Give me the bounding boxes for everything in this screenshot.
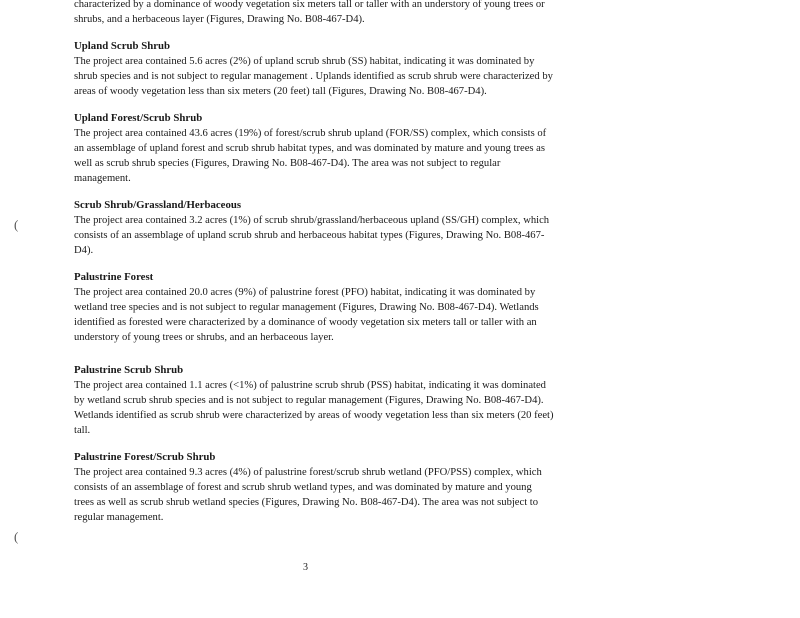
section-heading: Palustrine Forest/Scrub Shrub xyxy=(74,451,216,463)
section-heading: Palustrine Scrub Shrub xyxy=(74,364,184,376)
text-column xyxy=(74,0,554,525)
section-palustrine-forest-scrub-shrub xyxy=(74,450,554,525)
intro-paragraph: characterized by a dominance of woody vegetation six meters tall or taller with an understory of young trees or shrubs, and a herbaceous layer (Figures, Drawing No. B08-467-D4). xyxy=(74,0,545,25)
section-upland-forest-scrub-shrub xyxy=(74,111,554,186)
section-heading: Palustrine Forest xyxy=(74,271,154,283)
section-upland-scrub-shrub xyxy=(74,39,554,99)
section-body: The project area contained 9.3 acres (4%) of palustrine forest/scrub shrub wetland (PFO/PSS) complex, which consists of an assemblage of forest and scrub shrub wetland types, and was dominated by mature and young trees as well as scrub shrub wetland species (Figures, Drawing No. B08-467-D4). The area was not subject to regular management. xyxy=(74,467,542,523)
punch-hole-mark: ( xyxy=(14,529,19,544)
punch-hole-mark: ( xyxy=(14,217,19,232)
section-heading: Upland Scrub Shrub xyxy=(74,40,171,52)
section-body: The project area contained 20.0 acres (9%) of palustrine forest (PFO) habitat, indicating it was dominated by wetland tree species and is not subject to regular management (Figures, Drawing No. B08-467-D4). Wetlands identified as forested were characterized by a dominance of woody vegetation six meters tall or taller with an understory of young trees or shrubs, and an herbaceous layer. xyxy=(74,287,539,343)
section-heading: Scrub Shrub/Grassland/Herbaceous xyxy=(74,199,242,211)
section-palustrine-scrub-shrub xyxy=(74,363,554,438)
section-body: The project area contained 1.1 acres (<1%) of palustrine scrub shrub (PSS) habitat, indicating it was dominated by wetland scrub shrub species and is not subject to regular management (Figures, Drawing No. B08-467-D4). Wetlands identified as scrub shrub were characterized by areas of woody vegetation less than six meters (20 feet) tall. xyxy=(74,380,554,436)
section-body: The project area contained 43.6 acres (19%) of forest/scrub shrub upland (FOR/SS) complex, which consists of an assemblage of upland forest and scrub shrub habitat types, and was dominated by mature and young trees as well as scrub shrub species (Figures, Drawing No. B08-467-D4). The area was not subject to regular management. xyxy=(74,128,547,184)
section-body: The project area contained 5.6 acres (2%) of upland scrub shrub (SS) habitat, indicating it was dominated by shrub species and is not subject to regular management . Uplands identified as scrub shrub were characterized by areas of woody vegetation less than six meters (20 feet) tall (Figures, Drawing No. B08-467-D4). xyxy=(74,56,553,97)
page-number: 3 xyxy=(303,562,308,573)
section-heading: Upland Forest/Scrub Shrub xyxy=(74,112,203,124)
section-body: The project area contained 3.2 acres (1%) of scrub shrub/grassland/herbaceous upland (SS/GH) complex, which consists of an assemblage of upland scrub shrub and herbaceous habitat types (Figures, Drawing No. B08-467-D4). xyxy=(74,215,550,256)
section-scrub-shrub-grassland-herbaceous xyxy=(74,198,554,258)
section-palustrine-forest xyxy=(74,270,554,345)
